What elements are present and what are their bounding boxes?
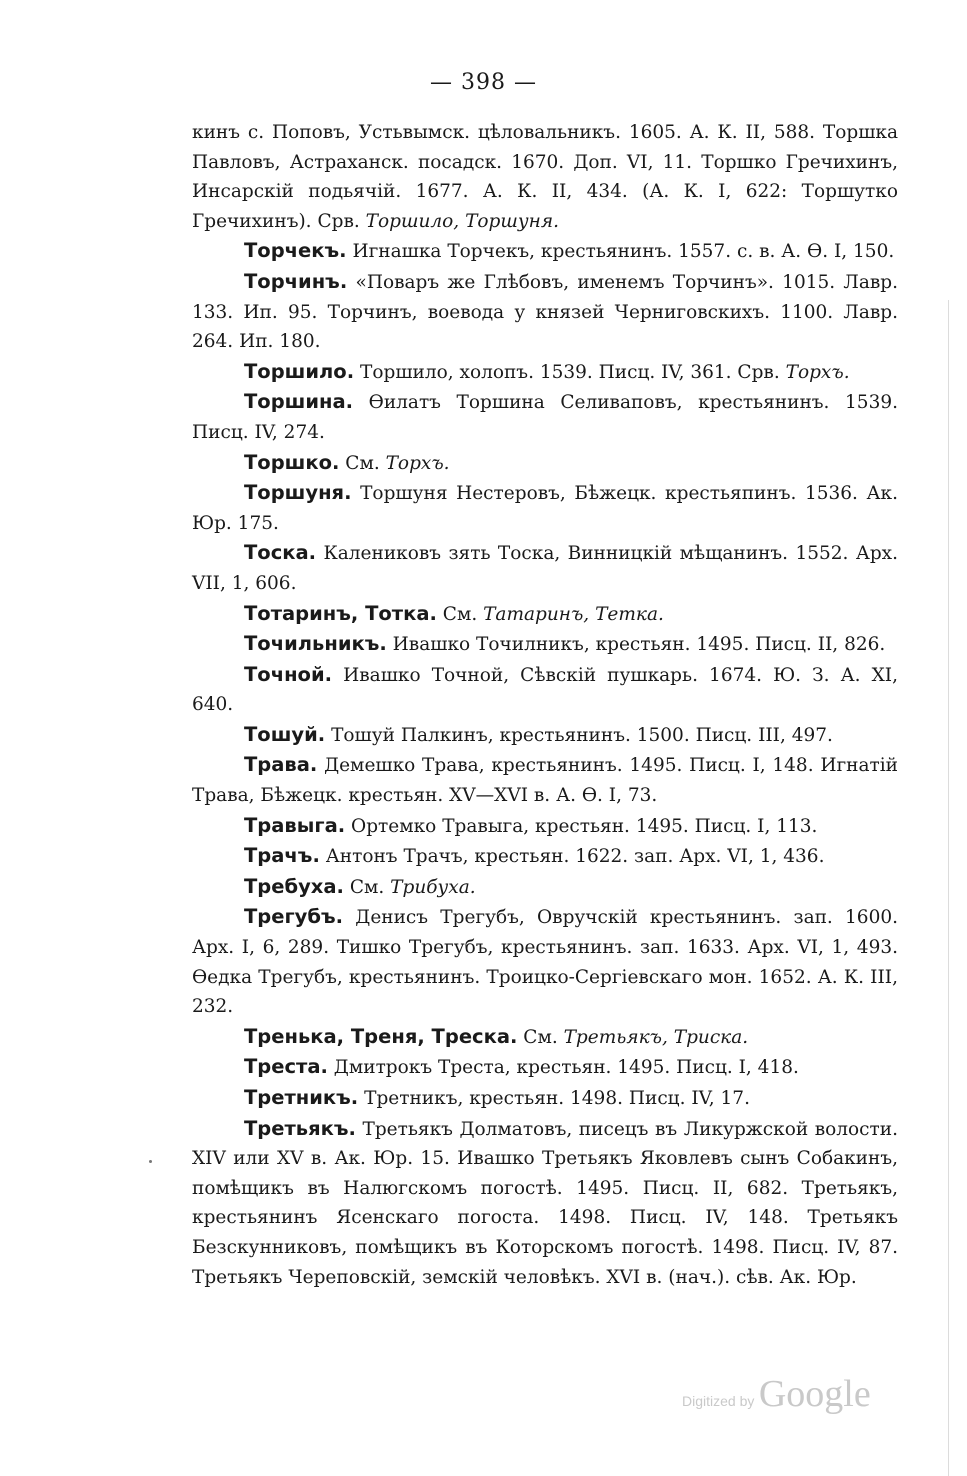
entry-text: Торшило, холопъ. 1539. Писц. IV, 361. Срв. xyxy=(354,361,786,383)
dictionary-entry xyxy=(192,448,898,479)
dictionary-entry xyxy=(192,841,898,872)
entry-headword: Третьякъ. xyxy=(244,1116,356,1140)
entry-headword: Торшко. xyxy=(244,450,340,474)
entry-headword: Трачъ. xyxy=(244,844,320,868)
page-number: — 398 — xyxy=(430,70,537,95)
entry-headword: Торшило. xyxy=(244,359,355,383)
dictionary-entry xyxy=(192,872,898,903)
entry-text: Ѳилатъ Торшина Селиваповъ, крестьянинъ. 1539. Писц. IV, 274. xyxy=(192,392,898,443)
dictionary-entry xyxy=(192,267,898,357)
entry-text: «Поваръ же Глѣбовъ, именемъ Торчинъ». 1015. Лавр. 133. Ип. 95. Торчинъ, воевода у князей Черниговскихъ. 1100. Лавр. 264. Ип. 180. xyxy=(192,271,898,353)
dictionary-entry xyxy=(192,629,898,660)
entry-text: Демешко Трава, крестьянинъ. 1495. Писц. I, 148. Игнатій Трава, Бѣжецк. крестьян. XV—XVI в. А. Ѳ. I, 73. xyxy=(192,755,898,807)
cross-reference: Третьякъ, Триска. xyxy=(563,1026,749,1048)
cross-reference: Трибуха. xyxy=(390,876,476,898)
entry-headword: Требуха. xyxy=(244,874,344,898)
dictionary-entry xyxy=(192,538,898,598)
entry-headword: Тоска. xyxy=(244,541,317,565)
cross-reference: Торшило, Торшуня. xyxy=(365,210,559,232)
dictionary-entry xyxy=(192,387,898,447)
entry-text: Игнашка Торчекъ, крестьянинъ. 1557. с. в. А. Ѳ. I, 150. xyxy=(346,241,895,263)
entry-headword: Трегубъ. xyxy=(244,905,344,929)
entry-text: Ивашко Точилникъ, крестьян. 1495. Писц. II, 826. xyxy=(386,634,886,656)
dictionary-entry xyxy=(192,236,898,267)
cross-reference: Торхъ. xyxy=(785,361,850,383)
entry-text: Дмитрокъ Треста, крестьян. 1495. Писц. I, 418. xyxy=(327,1057,799,1079)
entry-headword: Торчинъ. xyxy=(244,269,348,293)
entry-headword: Тотаринъ, Тотка. xyxy=(244,601,437,625)
entry-text: Антонъ Трачъ, крестьян. 1622. зап. Арх. VI, 1, 436. xyxy=(319,846,825,868)
entry-headword: Торшуня. xyxy=(244,481,352,505)
dictionary-entry xyxy=(192,1083,898,1114)
entry-text: Калениковъ зять Тоска, Винницкій мѣщанинъ. 1552. Арх. VII, 1, 606. xyxy=(192,543,898,594)
digitized-watermark xyxy=(682,1372,871,1416)
entry-text: См. xyxy=(339,452,386,474)
dictionary-entry xyxy=(192,1114,898,1293)
entry-text: Торшуня Нестеровъ, Бѣжецк. крестьяпинъ. 1536. Ак. Юр. 175. xyxy=(192,483,898,534)
entry-text: Третьякъ Долматовъ, писецъ въ Ликуржской волости. XIV или XV в. Ак. Юр. 15. Ивашко Третьякъ Яковлевъ сынъ Собакинъ, помѣщикъ въ Налюгскомъ погостѣ. 1495. Писц. II, 682. Третьякъ, крестьянинъ Ясенскаго погоста. 1498. Писц. IV, 148. Третьякъ Безскунниковъ, помѣщикъ въ Которскомъ погостѣ. 1498. Писц. IV, 87. Третьякъ Череповскій, земскій человѣкъ. XVI в. (нач.). сѣв. Ак. Юр. xyxy=(192,1118,898,1288)
page-edge xyxy=(948,300,949,1476)
entry-text: См. xyxy=(343,876,391,898)
entry-text: Денисъ Трегубъ, Овручскій крестьянинъ. зап. 1600. Арх. I, 6, 289. Тишко Трегубъ, крестьянинъ. зап. 1633. Арх. VI, 1, 493. Ѳедка Трегубъ, крестьянинъ. Троицко-Сергіевскаго мон. 1652. А. К. III, 232. xyxy=(192,907,898,1018)
dictionary-entry xyxy=(192,599,898,630)
entry-text: См. xyxy=(436,603,484,625)
margin-mark xyxy=(149,1160,152,1163)
entry-text: См. xyxy=(517,1026,564,1048)
dictionary-text xyxy=(192,118,898,1292)
entry-headword: Травыга. xyxy=(244,813,346,837)
entry-text: Ивашко Точной, Сѣвскій пушкарь. 1674. Ю. З. А. XI, 640. xyxy=(192,664,898,716)
dictionary-entry xyxy=(192,720,898,751)
entry-headword: Трава. xyxy=(244,753,318,777)
entry-headword: Точильникъ. xyxy=(244,632,387,656)
dictionary-entry xyxy=(192,660,898,720)
dictionary-entry xyxy=(192,750,898,810)
entry-text: Ортемко Травыга, крестьян. 1495. Писц. I, 113. xyxy=(345,815,818,837)
dictionary-entry xyxy=(192,118,898,236)
entry-headword: Треста. xyxy=(244,1055,328,1079)
cross-reference: Татаринъ, Тетка. xyxy=(483,603,664,625)
entry-text: Тошуй Палкинъ, крестьянинъ. 1500. Писц. III, 497. xyxy=(325,724,833,746)
dictionary-entry xyxy=(192,357,898,388)
entry-headword: Тошуй. xyxy=(244,722,326,746)
entry-headword: Тренька, Треня, Треска. xyxy=(244,1024,518,1048)
dictionary-entry xyxy=(192,1022,898,1053)
entry-headword: Торчекъ. xyxy=(244,239,347,263)
entry-text: Третникъ, крестьян. 1498. Писц. IV, 17. xyxy=(358,1088,750,1109)
entry-headword: Третникъ. xyxy=(244,1086,359,1109)
dictionary-entry xyxy=(192,902,898,1021)
entry-headword: Точной. xyxy=(244,662,333,686)
entry-headword: Торшина. xyxy=(244,390,354,414)
dictionary-entry xyxy=(192,811,898,842)
dictionary-entry xyxy=(192,478,898,538)
watermark-brand: Google xyxy=(758,1373,871,1415)
entry-text: кинъ с. Поповъ, Устьвымск. цѣловальникъ. 1605. А. К. II, 588. Торшка Павловъ, Астраханск. посадск. 1670. Доп. VI, 11. Торшко Гречихинъ, Инсарскій подьячій. 1677. А. К. II, 434. (А. К. I, 622: Торшутко Гречихинъ). Срв. xyxy=(192,122,898,232)
cross-reference: Торхъ. xyxy=(385,452,450,474)
watermark-prefix: Digitized by xyxy=(682,1393,755,1409)
dictionary-entry xyxy=(192,1052,898,1083)
